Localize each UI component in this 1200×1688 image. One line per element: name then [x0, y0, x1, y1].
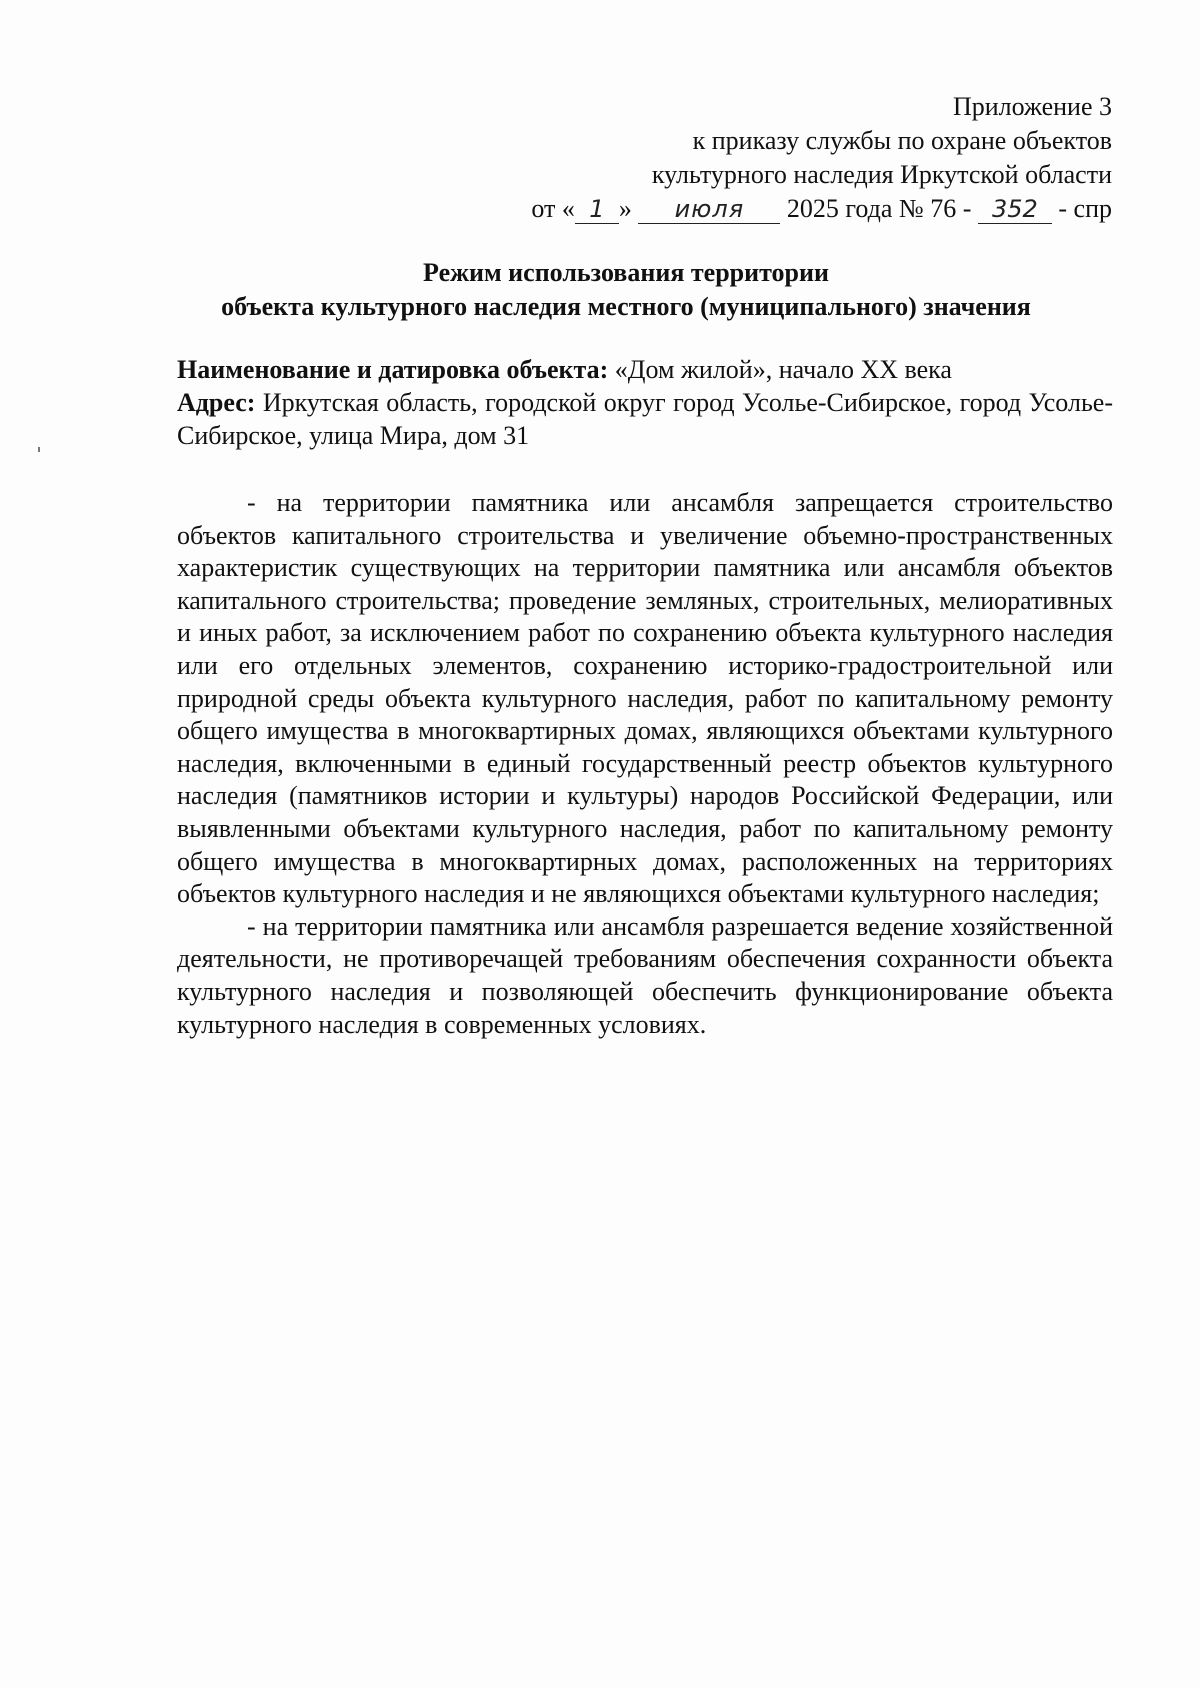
appendix-number: Приложение 3 [952, 92, 1112, 121]
handwritten-order-number: 352 [978, 195, 1052, 224]
object-info [177, 353, 1113, 452]
object-name-value: «Дом жилой», начало XX века [614, 355, 952, 384]
title-line-1: Режим использования территории [423, 258, 829, 287]
handwritten-month: июля [638, 195, 780, 224]
object-address-value: Иркутская область, городской округ город Усолье-Сибирское, город Усолье-Сибирское, улица Мира, дом 31 [177, 388, 1113, 450]
appendix-order-ref: к приказу службы по охране объектов [692, 126, 1112, 155]
scan-speck [38, 447, 40, 452]
title-line-2: объекта культурного наследия местного (муниципального) значения [221, 292, 1031, 321]
appendix-date-line [531, 192, 1112, 226]
object-name-label: Наименование и датировка объекта: [177, 355, 609, 384]
object-address-label: Адрес: [177, 388, 256, 417]
regime-text [177, 487, 1113, 1041]
date-mid: » [618, 194, 632, 223]
handwritten-day: 1 [575, 195, 619, 224]
order-suffix: - спр [1058, 194, 1112, 223]
object-address-row [177, 386, 1113, 452]
object-name-row [177, 353, 1113, 386]
regime-paragraph-prohibited: - на территории памятника или ансамбля запрещается строительство объектов капитального строительства и увеличение объемно-пространственных характеристик существующих на территории памятника или ансамбля объектов капитального строительства; проведение земляных, строительных, мелиоративных и иных работ, за исключением работ по сохранению объекта культурного наследия или его отдельных элементов, сохранению историко-градостроительной или природной среды объекта культурного наследия, работ по капитальному ремонту общего имущества в многоквартирных домах, являющихся объектами культурного наследия, включенными в единый государственный реестр объектов культурного наследия (памятников истории и культуры) народов Российской Федерации, или выявленными объектами культурного наследия, работ по капитальному ремонту общего имущества в многоквартирных домах, расположенных на территориях объектов культурного наследия и не являющихся объектами культурного наследия; [177, 488, 1113, 909]
appendix-header [531, 90, 1112, 226]
date-prefix: от « [531, 194, 575, 223]
appendix-authority: культурного наследия Иркутской области [651, 160, 1112, 189]
regime-paragraph-permitted: - на территории памятника или ансамбля разрешается ведение хозяйственной деятельности, не противоречащей требованиям обеспечения сохранности объекта культурного наследия и позволяющей обеспечить функционирование объекта культурного наследия в современных условиях. [177, 911, 1113, 1039]
date-year-part: 2025 года № 76 - [786, 194, 972, 223]
document-title [150, 256, 1102, 324]
